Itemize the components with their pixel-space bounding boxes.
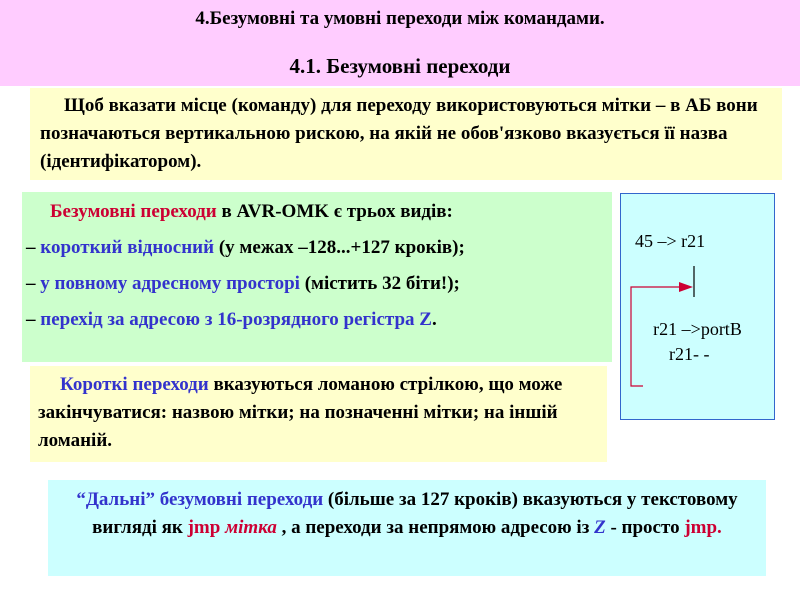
far-jumps-part2: , а переходи за непрямою адресою із: [276, 517, 595, 538]
types-item-2-rest: (містить 32 біти!);: [299, 273, 460, 294]
types-item-3: [26, 306, 606, 334]
diagram-line-3: r21- -: [669, 344, 710, 364]
z-register: Z: [594, 517, 606, 538]
short-jumps-text: [38, 371, 599, 455]
dash: –: [26, 273, 41, 294]
types-item-2-colored: у повному адресному просторі: [40, 273, 300, 294]
page-subtitle: 4.1. Безумовні переходи: [289, 54, 511, 78]
types-item-3-colored: перехід за адресою з 16-розрядного регістра: [40, 309, 415, 330]
short-jumps-box: [30, 366, 607, 462]
short-jumps-rest: вказуються ломаною стрілкою, що може закінчуватися: назвою мітки; на позначенні мітки; на іншій ломаній.: [38, 374, 563, 451]
far-jumps-colored: “Дальні” безумовні переходи: [76, 489, 324, 510]
far-jumps-part3: - просто: [605, 517, 685, 538]
jump-diagram: [620, 193, 775, 420]
label-word: мітка: [220, 517, 277, 538]
far-jumps-text: [56, 486, 758, 542]
types-item-1-rest: (у межах –128...+127 кроків);: [214, 237, 465, 258]
types-item-3-rest: .: [431, 309, 437, 330]
types-lead-colored: Безумовні переходи: [50, 201, 217, 222]
types-box: [22, 192, 612, 362]
types-item-1-colored: короткий відносний: [40, 237, 215, 258]
types-lead-rest: в AVR-OMK є трьох видів:: [216, 201, 453, 222]
short-jumps-colored: Короткі переходи: [60, 374, 209, 395]
diagram-line-1: 45 –> r21: [635, 231, 706, 251]
dash: –: [26, 309, 41, 330]
header-banner: [0, 0, 800, 86]
jmp-keyword-2: jmp.: [684, 517, 722, 538]
types-lead: [26, 198, 606, 226]
intro-text: Щоб вказати місце (команду) для переходу використовуються мітки – в АБ вони позначаються вертикальною рискою, на якій не обов'язково вказується її назва (ідентифікатором).: [40, 95, 758, 172]
broken-arrow-icon: [621, 194, 776, 421]
far-jumps-box: [48, 480, 766, 576]
page-title: 4.Безумовні та умовні переходи між командами.: [195, 8, 605, 29]
types-item-1: [26, 234, 606, 262]
types-item-3-z: Z: [414, 309, 432, 330]
far-jumps-part1: (більше за 127 кроків) вказуються у текстовому вигляді як: [92, 489, 738, 538]
types-item-2: [26, 270, 606, 298]
diagram-line-2: r21 –>portB: [653, 319, 742, 339]
jmp-keyword: jmp: [187, 517, 221, 538]
intro-box: [30, 88, 782, 180]
dash: –: [26, 237, 41, 258]
